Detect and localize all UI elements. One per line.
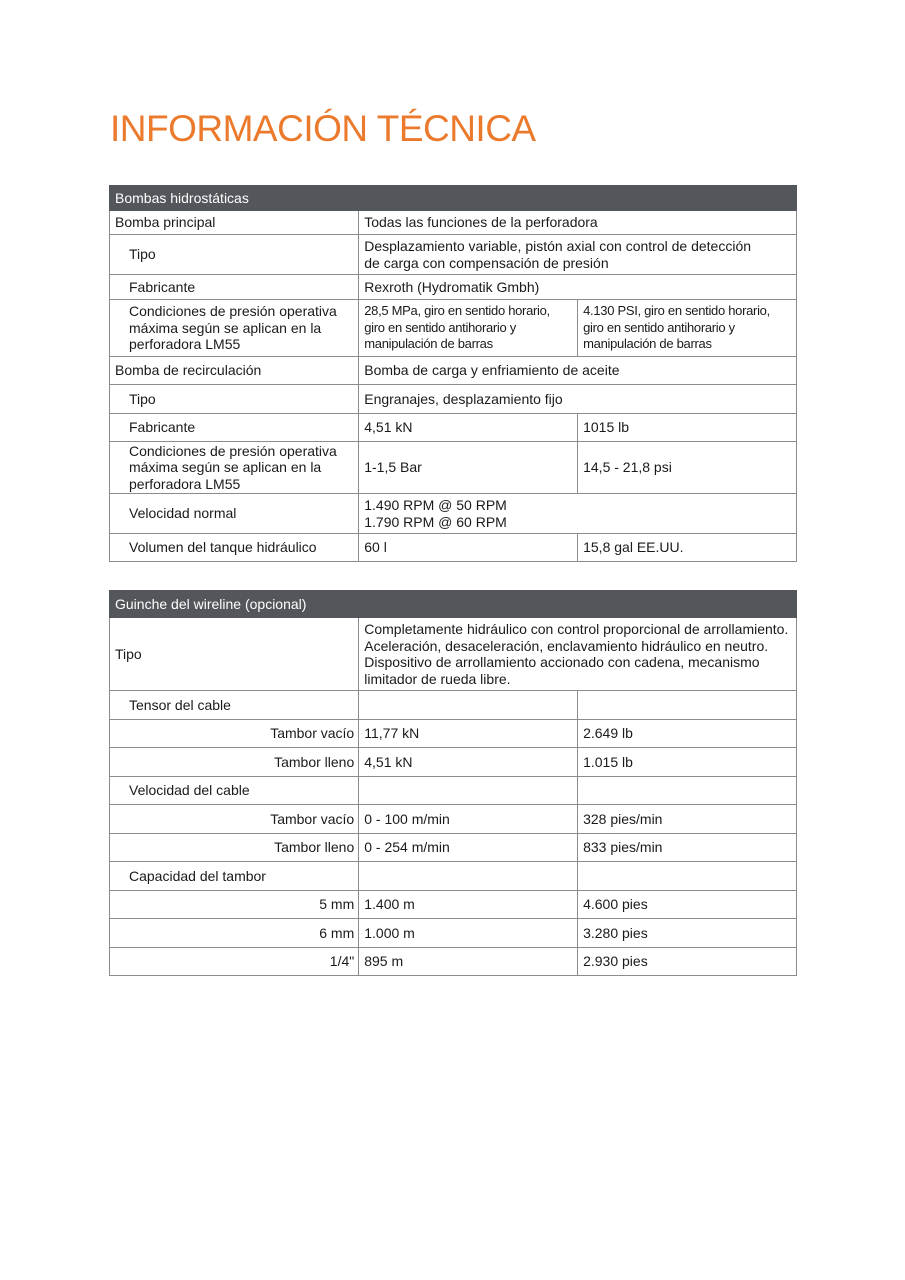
row-label: Tambor vacío xyxy=(110,720,359,748)
value-line: 1.790 RPM @ 60 RPM xyxy=(364,513,507,530)
value-line: 4.130 PSI, giro en sentido horario, xyxy=(583,303,770,319)
label-line: perforadora LM55 xyxy=(129,336,241,353)
imperial-value: 3.280 pies xyxy=(578,919,797,948)
row-label: Bomba principal xyxy=(110,211,359,235)
value-line: limitador de rueda libre. xyxy=(364,670,511,687)
label-line: Condiciones de presión operativa xyxy=(129,442,337,459)
row-value: Todas las funciones de la perforadora xyxy=(359,211,797,235)
row-label: Tambor lleno xyxy=(110,748,359,777)
imperial-value xyxy=(578,691,797,720)
row-label: Fabricante xyxy=(110,414,359,442)
table-row xyxy=(110,442,797,494)
table-row xyxy=(110,891,797,919)
row-label: Volumen del tanque hidráulico xyxy=(110,534,359,562)
table-row xyxy=(110,618,797,691)
imperial-value xyxy=(578,300,797,357)
metric-value: 60 l xyxy=(359,534,578,562)
imperial-value: 1015 lb xyxy=(578,414,797,442)
section-label: Velocidad del cable xyxy=(110,777,359,805)
imperial-value: 4.600 pies xyxy=(578,891,797,919)
value-line: Desplazamiento variable, pistón axial con control de detección xyxy=(364,238,752,254)
table-row xyxy=(110,748,797,777)
value-line: giro en sentido antihorario y xyxy=(583,319,735,335)
row-label: Fabricante xyxy=(110,275,359,300)
metric-value xyxy=(359,300,578,357)
value-line: giro en sentido antihorario y xyxy=(364,319,516,335)
table-header-row xyxy=(110,186,797,211)
metric-value: 0 - 100 m/min xyxy=(359,805,578,834)
table-row xyxy=(110,534,797,562)
metric-value: 895 m xyxy=(359,948,578,976)
label-line: Condiciones de presión operativa xyxy=(129,303,337,320)
imperial-value: 833 pies/min xyxy=(578,834,797,862)
table-row xyxy=(110,300,797,357)
row-label: Tipo xyxy=(110,235,359,275)
row-label: 5 mm xyxy=(110,891,359,919)
value-line: Aceleración, desaceleración, enclavamiento hidráulico en neutro. xyxy=(364,637,769,654)
table-row xyxy=(110,805,797,834)
table-row xyxy=(110,948,797,976)
label-line: máxima según se aplican en la xyxy=(129,459,322,476)
metric-value xyxy=(359,777,578,805)
row-label: 1/4" xyxy=(110,948,359,976)
hydrostatic-pumps-table xyxy=(109,185,797,562)
table-row xyxy=(110,494,797,534)
table-header-row xyxy=(110,591,797,618)
row-label: Tipo xyxy=(110,618,359,691)
row-label: Tambor vacío xyxy=(110,805,359,834)
row-label: Tipo xyxy=(110,385,359,414)
metric-value: 1-1,5 Bar xyxy=(359,442,578,494)
table-row xyxy=(110,235,797,275)
imperial-value xyxy=(578,862,797,891)
section-label: Capacidad del tambor xyxy=(110,862,359,891)
value-line: Completamente hidráulico con control proporcional de arrollamiento. xyxy=(364,621,789,637)
metric-value xyxy=(359,862,578,891)
value-line: de carga con compensación de presión xyxy=(364,254,609,271)
imperial-value: 2.649 lb xyxy=(578,720,797,748)
metric-value xyxy=(359,691,578,720)
row-label xyxy=(110,442,359,494)
section-row xyxy=(110,691,797,720)
imperial-value: 2.930 pies xyxy=(578,948,797,976)
value-line: manipulación de barras xyxy=(364,336,493,352)
row-label xyxy=(110,300,359,357)
metric-value: 4,51 kN xyxy=(359,748,578,777)
row-value xyxy=(359,618,797,691)
table-row xyxy=(110,211,797,235)
table-row xyxy=(110,834,797,862)
row-value xyxy=(359,494,797,534)
page-title: INFORMACIÓN TÉCNICA xyxy=(110,108,536,149)
imperial-value: 328 pies/min xyxy=(578,805,797,834)
section-row xyxy=(110,862,797,891)
section-label: Tensor del cable xyxy=(110,691,359,720)
wireline-winch-table xyxy=(109,590,797,976)
value-line: 28,5 MPa, giro en sentido horario, xyxy=(364,303,550,319)
row-label: Velocidad normal xyxy=(110,494,359,534)
row-value: Engranajes, desplazamiento fijo xyxy=(359,385,797,414)
metric-value: 0 - 254 m/min xyxy=(359,834,578,862)
row-label: Bomba de recirculación xyxy=(110,357,359,385)
imperial-value: 15,8 gal EE.UU. xyxy=(578,534,797,562)
metric-value: 1.000 m xyxy=(359,919,578,948)
row-label: Tambor lleno xyxy=(110,834,359,862)
imperial-value: 14,5 - 21,8 psi xyxy=(578,442,797,494)
metric-value: 1.400 m xyxy=(359,891,578,919)
table-row xyxy=(110,275,797,300)
table-row xyxy=(110,385,797,414)
metric-value: 11,77 kN xyxy=(359,720,578,748)
value-line: manipulación de barras xyxy=(583,336,712,352)
row-value: Bomba de carga y enfriamiento de aceite xyxy=(359,357,797,385)
metric-value: 4,51 kN xyxy=(359,414,578,442)
row-value: Rexroth (Hydromatik Gmbh) xyxy=(359,275,797,300)
label-line: máxima según se aplican en la xyxy=(129,319,322,336)
section-row xyxy=(110,777,797,805)
imperial-value: 1.015 lb xyxy=(578,748,797,777)
table-row xyxy=(110,357,797,385)
value-line: Dispositivo de arrollamiento accionado con cadena, mecanismo xyxy=(364,654,760,670)
table-header: Bombas hidrostáticas xyxy=(110,186,797,211)
table-header: Guinche del wireline (opcional) xyxy=(110,591,797,618)
table-row xyxy=(110,720,797,748)
value-line: 1.490 RPM @ 50 RPM xyxy=(364,497,507,513)
row-value xyxy=(359,235,797,275)
table-row xyxy=(110,414,797,442)
imperial-value xyxy=(578,777,797,805)
row-label: 6 mm xyxy=(110,919,359,948)
table-row xyxy=(110,919,797,948)
label-line: perforadora LM55 xyxy=(129,475,241,492)
